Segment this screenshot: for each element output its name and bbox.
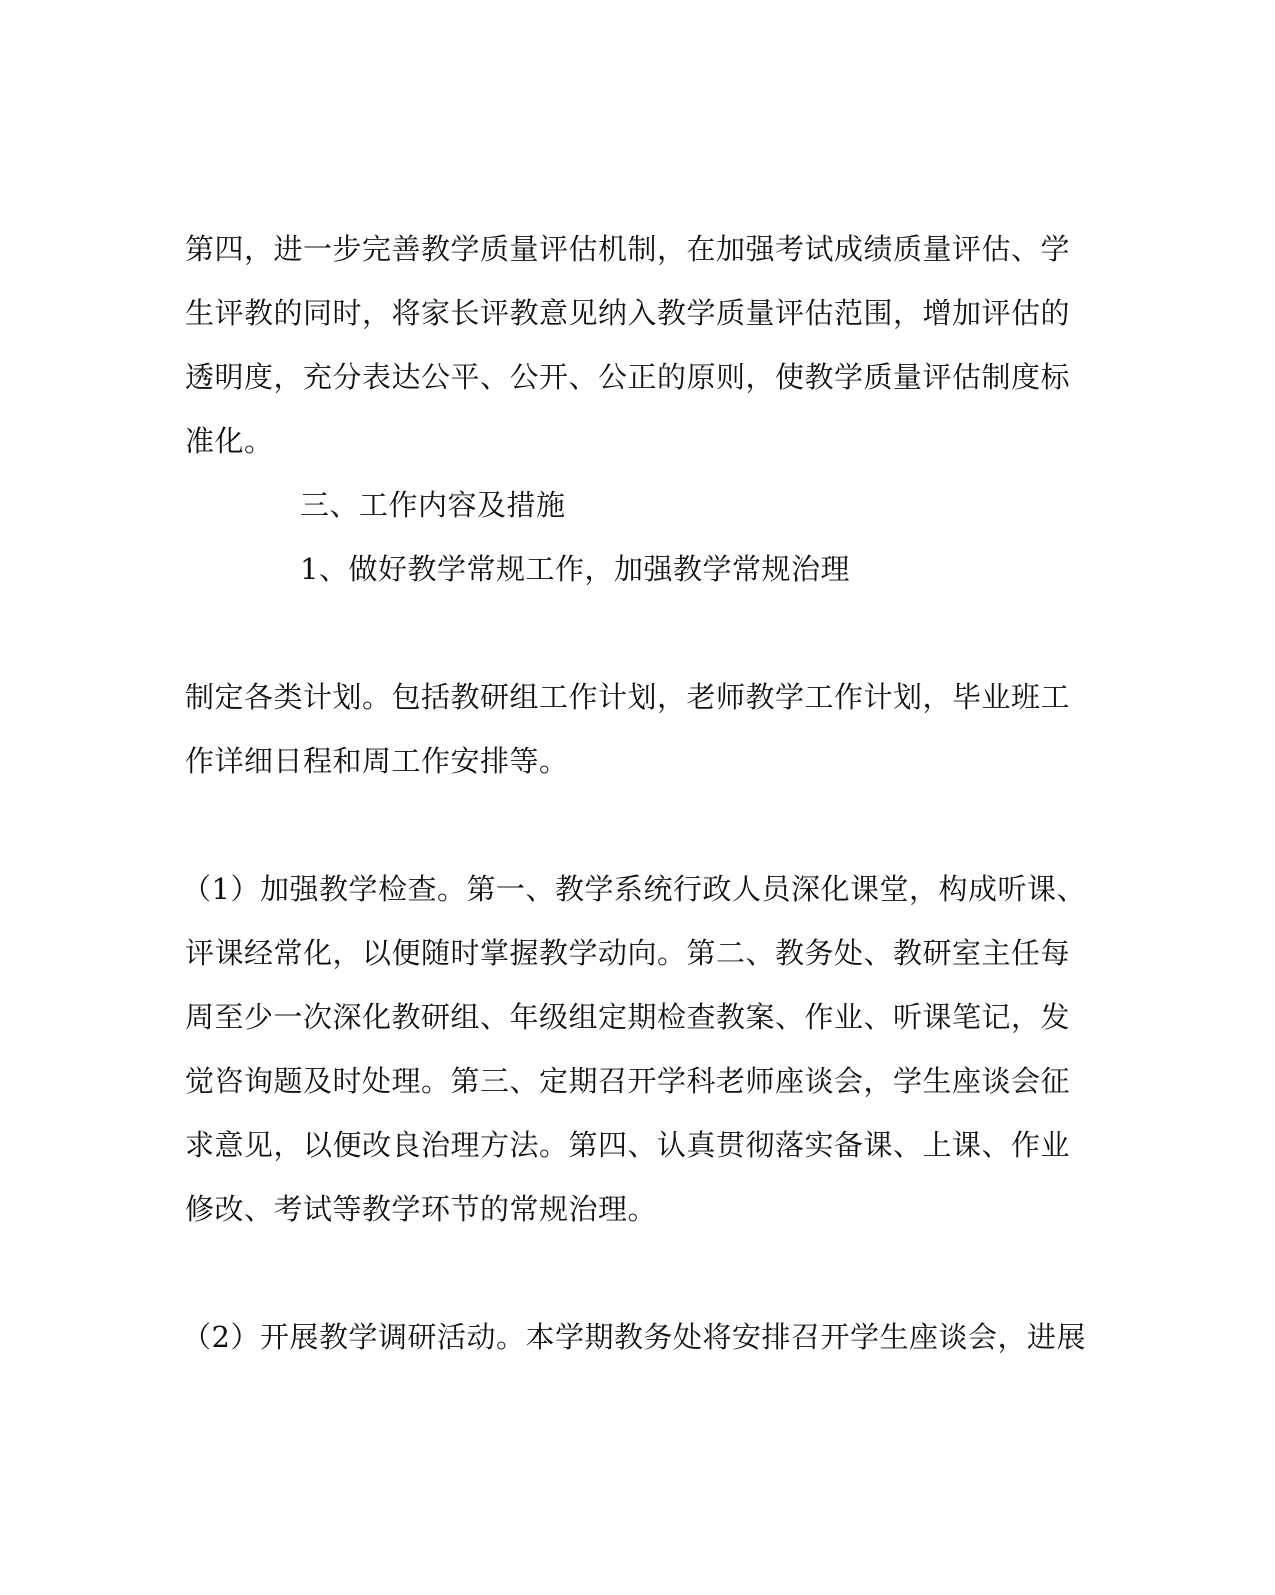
section-heading: 三、工作内容及措施 <box>300 488 566 522</box>
paragraph-line: 觉咨询题及时处理。第三、定期召开学科老师座谈会，学生座谈会征 <box>185 1064 1071 1098</box>
paragraph-line: 周至少一次深化教研组、年级组定期检查教案、作业、听课笔记，发 <box>185 1000 1071 1034</box>
paragraph-line: 求意见，以便改良治理方法。第四、认真贯彻落实备课、上课、作业 <box>185 1128 1071 1162</box>
paragraph-line: 制定各类计划。包括教研组工作计划，老师教学工作计划，毕业班工 <box>185 680 1071 714</box>
paragraph-line: 作详细日程和周工作安排等。 <box>185 744 569 778</box>
paragraph-line: 评课经常化，以便随时掌握教学动向。第二、教务处、教研室主任每 <box>185 936 1071 970</box>
subheading: 1、做好教学常规工作，加强教学常规治理 <box>300 552 850 586</box>
paragraph-line: 透明度，充分表达公平、公开、公正的原则，使教学质量评估制度标 <box>185 360 1071 394</box>
paragraph-line: （2）开展教学调研活动。本学期教务处将安排召开学生座谈会，进展 <box>182 1320 1086 1354</box>
paragraph-line: 准化。 <box>185 424 274 458</box>
paragraph-line: 修改、考试等教学环节的常规治理。 <box>185 1192 658 1226</box>
paragraph-line: 第四，进一步完善教学质量评估机制，在加强考试成绩质量评估、学 <box>185 232 1071 266</box>
paragraph-line: （1）加强教学检查。第一、教学系统行政人员深化课堂，构成听课、 <box>182 872 1086 906</box>
paragraph-line: 生评教的同时，将家长评教意见纳入教学质量评估范围，增加评估的 <box>185 296 1071 330</box>
